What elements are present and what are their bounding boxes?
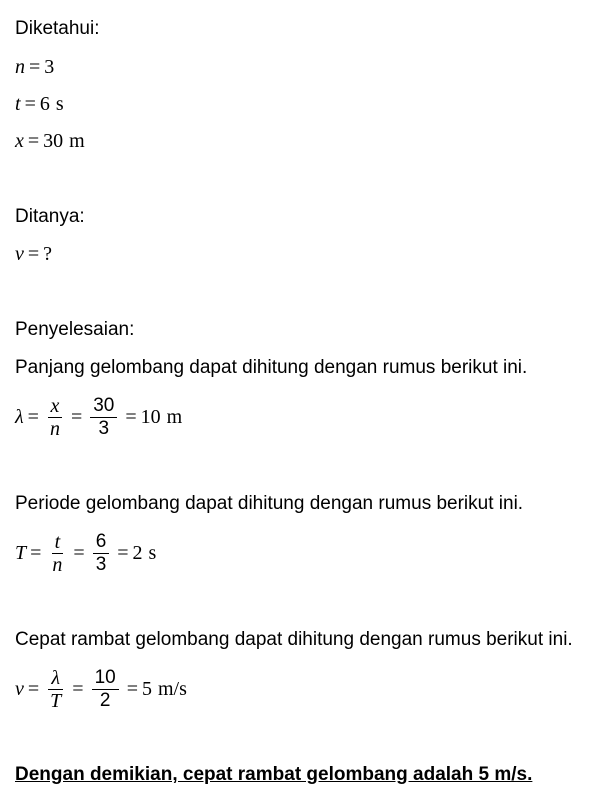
equals-sign: = <box>29 55 41 78</box>
fraction-numerator: 6 <box>93 531 110 554</box>
symbol-lambda: λ <box>15 405 24 428</box>
value-t: 6 <box>39 92 50 115</box>
asked-v-equation <box>15 241 52 267</box>
equals-sign: = <box>72 677 84 700</box>
symbol-x: x <box>15 129 24 152</box>
equals-sign: = <box>24 92 36 115</box>
fraction-lambda-over-T <box>47 667 64 712</box>
fraction-x-over-n <box>47 395 63 440</box>
asked-heading: Ditanya: <box>15 206 85 227</box>
speed-unit: m/s <box>158 677 187 700</box>
period-equation <box>15 528 156 578</box>
speed-result: 5 <box>142 677 152 700</box>
known-n-equation <box>15 54 54 80</box>
wavelength-text: Panjang gelombang dapat dihitung dengan rumus berikut ini. <box>15 357 528 378</box>
period-text: Periode gelombang dapat dihitung dengan rumus berikut ini. <box>15 493 524 514</box>
fraction-6-over-3 <box>93 531 110 576</box>
fraction-numerator: 10 <box>92 667 119 690</box>
equals-sign: = <box>27 242 40 265</box>
fraction-numerator: λ <box>48 667 63 690</box>
period-result: 2 <box>132 541 143 564</box>
wavelength-equation <box>15 392 182 442</box>
value-v-unknown: ? <box>43 242 53 265</box>
fraction-denominator: n <box>49 417 60 440</box>
fraction-denominator: T <box>50 689 62 712</box>
conclusion-text: Dengan demikian, cepat rambat gelombang adalah 5 m/s. <box>15 764 533 785</box>
equals-sign: = <box>27 677 40 700</box>
value-n: 3 <box>44 55 55 78</box>
equals-sign: = <box>117 541 129 564</box>
fraction-denominator: 2 <box>99 689 111 711</box>
solution-heading: Penyelesaian: <box>15 319 135 340</box>
wavelength-result: 10 <box>140 405 161 428</box>
symbol-v: v <box>15 242 24 265</box>
equals-sign: = <box>27 129 40 152</box>
equals-sign: = <box>126 677 138 700</box>
equals-sign: = <box>27 405 39 428</box>
known-heading: Diketahui: <box>15 18 100 39</box>
fraction-denominator: 3 <box>98 417 110 439</box>
fraction-numerator: t <box>52 531 64 554</box>
unit-t: s <box>55 92 64 115</box>
equals-sign: = <box>125 405 137 428</box>
fraction-t-over-n <box>49 531 65 576</box>
period-unit: s <box>148 541 157 564</box>
fraction-numerator: 30 <box>90 395 117 418</box>
equals-sign: = <box>30 541 42 564</box>
symbol-v: v <box>15 677 24 700</box>
value-x: 30 <box>43 129 64 152</box>
equals-sign: = <box>70 405 83 428</box>
symbol-T: T <box>15 541 27 564</box>
equals-sign: = <box>73 541 85 564</box>
fraction-10-over-2 <box>92 667 119 712</box>
fraction-30-over-3 <box>90 395 117 440</box>
symbol-n: n <box>15 55 25 78</box>
speed-text: Cepat rambat gelombang dapat dihitung dengan rumus berikut ini. <box>15 629 573 650</box>
symbol-t: t <box>15 92 21 115</box>
fraction-denominator: 3 <box>95 553 107 575</box>
wavelength-unit: m <box>166 405 183 428</box>
unit-x: m <box>69 129 85 152</box>
known-t-equation <box>15 91 64 117</box>
known-x-equation <box>15 128 85 154</box>
fraction-denominator: n <box>52 553 63 576</box>
speed-equation <box>15 664 187 714</box>
fraction-numerator: x <box>48 395 63 418</box>
